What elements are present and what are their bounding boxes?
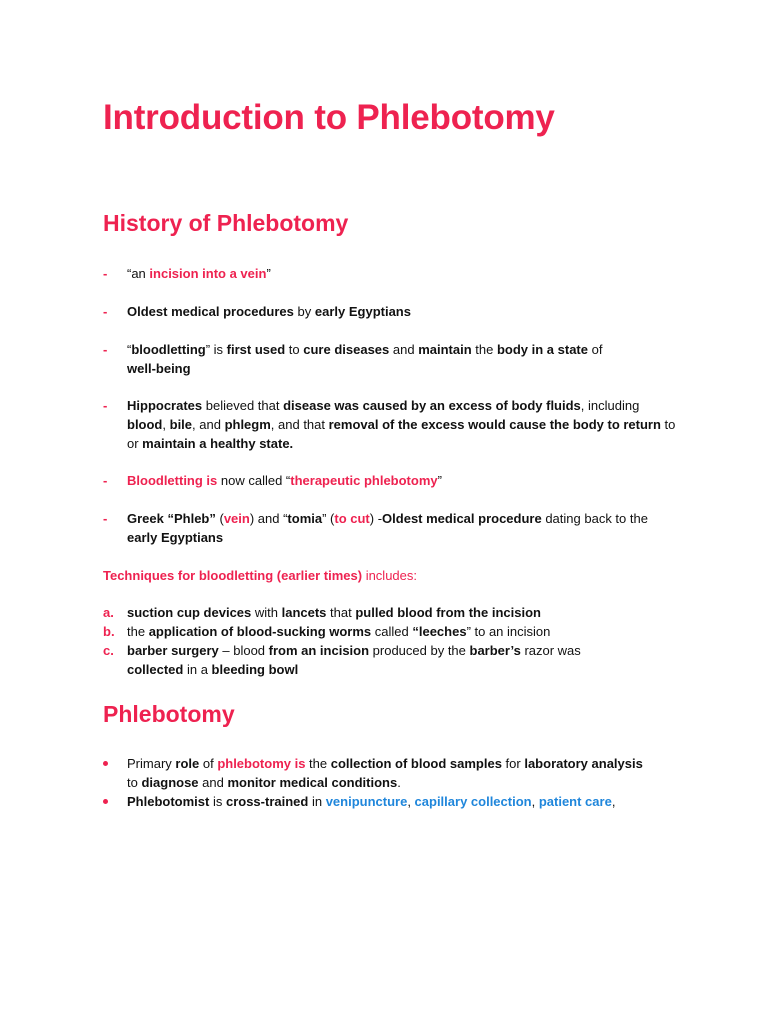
- text-run: Primary: [127, 756, 176, 771]
- history-item-6: [103, 509, 678, 547]
- text-run: , and that: [270, 417, 329, 432]
- text-run: bleeding bowl: [211, 662, 299, 677]
- text-run: Hippocrates: [127, 398, 203, 413]
- text-run: tomia: [287, 511, 323, 526]
- text-run: to: [127, 775, 142, 790]
- text-run: suction cup devices: [127, 605, 252, 620]
- letter-marker: c.: [103, 643, 114, 658]
- technique-item-text: [127, 622, 677, 641]
- history-item-1: [103, 264, 678, 283]
- text-run: by: [293, 304, 315, 319]
- text-run: with: [251, 605, 282, 620]
- text-run: pulled blood from the incision: [355, 605, 541, 620]
- technique-item-a: [103, 603, 678, 622]
- text-run: ) -: [369, 511, 383, 526]
- history-item-2: [103, 302, 678, 321]
- dash-marker: -: [103, 266, 108, 281]
- technique-item-text: [127, 603, 677, 622]
- text-run: , and: [192, 417, 225, 432]
- text-run: to cut: [334, 511, 370, 526]
- text-run: Phlebotomist: [127, 794, 210, 809]
- text-run: phlebotomy is: [217, 756, 306, 771]
- technique-item-c: [103, 641, 678, 679]
- techniques-heading: [103, 566, 417, 585]
- text-run: early Egyptians: [127, 530, 224, 545]
- text-run: laboratory analysis: [524, 756, 643, 771]
- phlebotomy-heading: Phlebotomy: [103, 701, 235, 727]
- text-run: “an: [127, 266, 150, 281]
- text-run: ”: [437, 473, 442, 488]
- dash-marker: -: [103, 342, 108, 357]
- text-run: collected: [127, 662, 184, 677]
- text-run: in a: [183, 662, 212, 677]
- phlebotomy-item-text: [127, 754, 677, 792]
- dash-marker: -: [103, 473, 108, 488]
- history-item-text: [127, 471, 677, 490]
- text-run: to or: [127, 417, 676, 451]
- text-run: the: [471, 342, 497, 357]
- text-run: patient care: [538, 794, 612, 809]
- text-run: Oldest medical procedures: [127, 304, 294, 319]
- text-run: monitor medical conditions: [227, 775, 398, 790]
- text-run: .: [397, 775, 401, 790]
- text-run: venipuncture: [325, 794, 408, 809]
- text-run: barber’s: [469, 643, 521, 658]
- text-run: Oldest medical procedure: [382, 511, 542, 526]
- text-run: bile: [169, 417, 193, 432]
- text-run: ,: [611, 794, 616, 809]
- bullet-dot: [103, 799, 108, 804]
- history-item-5: [103, 471, 678, 490]
- text-run: maintain: [418, 342, 472, 357]
- text-run: ” (: [322, 511, 335, 526]
- text-run: role: [175, 756, 200, 771]
- text-run: therapeutic phlebotomy: [290, 473, 438, 488]
- history-heading: History of Phlebotomy: [103, 210, 349, 236]
- text-run: “: [127, 342, 132, 357]
- text-run: and: [198, 775, 228, 790]
- text-run: is: [209, 794, 226, 809]
- text-run: cure diseases: [303, 342, 390, 357]
- text-run: ,: [407, 794, 415, 809]
- text-run: (: [215, 511, 224, 526]
- text-run: diagnose: [141, 775, 199, 790]
- text-run: razor was: [520, 643, 581, 658]
- text-run: bloodletting: [131, 342, 206, 357]
- text-run: – blood: [218, 643, 269, 658]
- text-run: of: [199, 756, 218, 771]
- text-run: the: [127, 624, 149, 639]
- text-run: maintain a healthy state.: [142, 436, 294, 451]
- text-run: and: [389, 342, 419, 357]
- text-run: barber surgery: [127, 643, 219, 658]
- letter-marker: a.: [103, 605, 114, 620]
- text-run: called: [371, 624, 413, 639]
- text-run: ” is: [205, 342, 227, 357]
- phlebotomy-item-1: [103, 754, 678, 792]
- history-item-text: [127, 264, 677, 283]
- text-run: produced by the: [369, 643, 470, 658]
- text-run: Techniques for bloodletting (earlier times): [103, 568, 363, 583]
- text-run: “leeches: [412, 624, 467, 639]
- history-item-text: [127, 302, 677, 321]
- letter-marker: b.: [103, 624, 115, 639]
- text-run: now called “: [217, 473, 291, 488]
- history-item-3: [103, 340, 678, 378]
- text-run: ”: [266, 266, 271, 281]
- text-run: well-being: [127, 361, 191, 376]
- text-run: vein: [223, 511, 250, 526]
- page-title: Introduction to Phlebotomy: [103, 98, 555, 137]
- dash-marker: -: [103, 511, 108, 526]
- text-run: collection of blood samples: [330, 756, 502, 771]
- text-run: blood: [127, 417, 163, 432]
- text-run: disease was caused by an excess of body fluids: [283, 398, 581, 413]
- text-run: removal of the excess would cause the body to return: [328, 417, 661, 432]
- text-run: early Egyptians: [314, 304, 411, 319]
- text-run: believed that: [202, 398, 284, 413]
- text-run: ” to an incision: [466, 624, 551, 639]
- bullet-dot: [103, 761, 108, 766]
- dash-marker: -: [103, 304, 108, 319]
- text-run: dating back to the: [541, 511, 648, 526]
- history-item-text: [127, 340, 677, 378]
- history-item-4: [103, 396, 678, 453]
- text-run: from an incision: [268, 643, 370, 658]
- text-run: phlegm: [224, 417, 271, 432]
- technique-item-text: [127, 641, 677, 679]
- text-run: body in a state: [496, 342, 588, 357]
- text-run: to: [285, 342, 304, 357]
- text-run: incision into a vein: [149, 266, 267, 281]
- phlebotomy-item-text: [127, 792, 677, 811]
- text-run: ,: [531, 794, 539, 809]
- history-item-text: [127, 396, 677, 453]
- dash-marker: -: [103, 398, 108, 413]
- phlebotomy-item-2: [103, 792, 678, 811]
- text-run: , including: [580, 398, 640, 413]
- text-run: capillary collection: [414, 794, 532, 809]
- text-run: ,: [162, 417, 170, 432]
- technique-item-b: [103, 622, 678, 641]
- text-run: lancets: [281, 605, 327, 620]
- text-run: application of blood-sucking worms: [148, 624, 372, 639]
- text-run: that: [326, 605, 356, 620]
- text-run: in: [308, 794, 326, 809]
- text-run: cross-trained: [225, 794, 309, 809]
- text-run: Bloodletting is: [127, 473, 218, 488]
- text-run: includes:: [362, 568, 417, 583]
- text-run: ) and “: [249, 511, 288, 526]
- history-item-text: [127, 509, 677, 547]
- text-run: Greek “Phleb”: [127, 511, 216, 526]
- text-run: the: [305, 756, 331, 771]
- text-run: of: [588, 342, 603, 357]
- text-run: for: [501, 756, 525, 771]
- text-run: first used: [226, 342, 286, 357]
